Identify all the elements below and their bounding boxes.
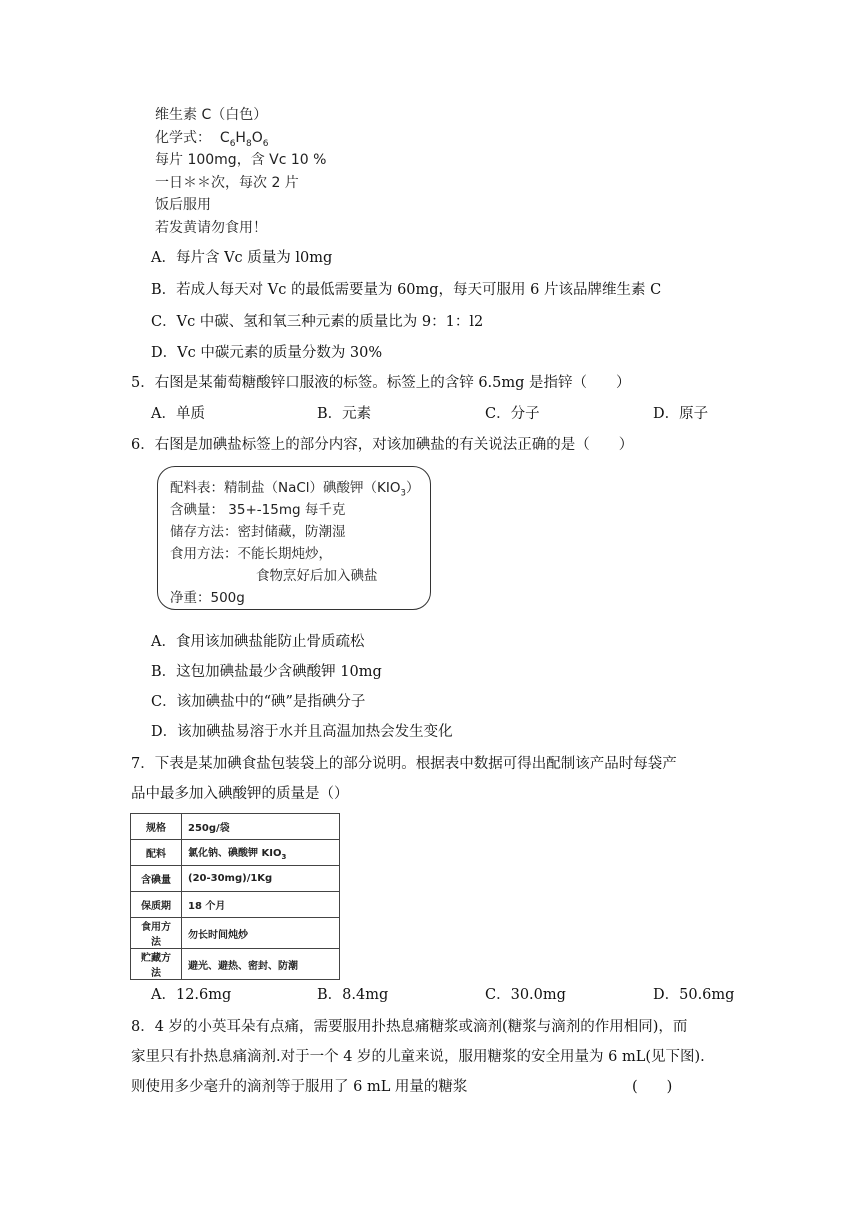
- salt-net-weight: 净重：500g: [170, 590, 245, 606]
- q6-stem: 6．右图是加碘盐标签上的部分内容，对该加碘盐的有关说法正确的是（ ）: [131, 437, 634, 453]
- q6-option-a: A．食用该加碘盐能防止骨质疏松: [151, 634, 365, 650]
- salt-usage-1: 食用方法：不能长期炖炒，: [170, 546, 332, 562]
- table-row: 规格 250g/袋: [131, 814, 340, 840]
- q7-stem-line1: 7．下表是某加碘食盐包装袋上的部分说明。根据表中数据可得出配制该产品时每袋产: [131, 756, 677, 772]
- vc-frequency: 一日＊＊次，每次 2 片: [155, 174, 299, 191]
- vc-title: 维生素 C（白色）: [155, 107, 268, 123]
- q7-option-d: D．50.6mg: [653, 987, 735, 1003]
- q5-option-c: C．分子: [485, 406, 540, 422]
- q8-line2: 家里只有扑热息痛滴剂.对于一个 4 岁的儿童来说，服用糖浆的安全用量为 6 mL(见下图).: [131, 1049, 705, 1065]
- q7-stem-line2: 品中最多加入碘酸钾的质量是（）: [131, 786, 349, 802]
- q6-option-b: B．这包加碘盐最少含碘酸钾 10mg: [151, 664, 382, 680]
- q6-option-c: C．该加碘盐中的“碘”是指碘分子: [151, 694, 366, 710]
- table-row: 含碘量 (20-30mg)/1Kg: [131, 866, 340, 892]
- iodized-salt-label: [157, 466, 431, 610]
- salt-storage: 储存方法：密封储藏，防潮湿: [170, 524, 346, 540]
- salt-usage-2: 食物烹好后加入碘盐: [256, 568, 378, 584]
- q8-line3: 则使用多少毫升的滴剂等于服用了 6 mL 用量的糖浆: [131, 1079, 468, 1095]
- q5-option-a: A．单质: [151, 406, 205, 422]
- table-row: 贮藏方法 避光、避热、密封、防潮: [131, 949, 340, 980]
- q4-option-d: D．Vc 中碳元素的质量分数为 30%: [151, 345, 383, 361]
- q5-option-b: B．元素: [317, 406, 372, 422]
- vc-dose: 每片 100mg，含 Vc 10 %: [155, 152, 327, 169]
- q4-option-b: B．若成人每天对 Vc 的最低需要量为 60mg，每天可服用 6 片该品牌维生素 C: [151, 282, 662, 298]
- vitamin-c-label: [155, 104, 326, 240]
- q7-option-b: B．8.4mg: [317, 987, 389, 1003]
- q7-option-c: C．30.0mg: [485, 987, 566, 1003]
- salt-ingredients: 配料表：精制盐（NaCl）碘酸钾$(KIO_3)$: [170, 480, 420, 499]
- q4-option-a: A．每片含 Vc 质量为 l0mg: [151, 250, 333, 266]
- q7-option-a: A．12.6mg: [151, 987, 232, 1003]
- q5-option-d: D．原子: [653, 406, 709, 422]
- salt-iodine-content: 含碘量： 35+-15mg 每千克: [170, 502, 346, 518]
- q8-answer-paren: ( ): [632, 1079, 673, 1095]
- q4-option-c: C．Vc 中碳、氢和氧三种元素的质量比为 9：1：l2: [151, 314, 484, 330]
- q6-option-d: D．该加碘盐易溶于水并且高温加热会发生变化: [151, 724, 453, 740]
- table-row: 保质期 18 个月: [131, 892, 340, 918]
- q5-stem: 5．右图是某葡萄糖酸锌口服液的标签。标签上的含锌 6.5mg 是指锌（ ）: [131, 375, 631, 391]
- salt-spec-table: [130, 813, 340, 980]
- vc-formula: 化学式： $C_6H_8O_6$: [155, 129, 269, 149]
- table-row: 配料 氯化钠、碘酸钾 $KIO_3$: [131, 840, 340, 866]
- vc-timing: 饭后服用: [155, 197, 211, 214]
- vc-warning: 若发黄请勿食用！: [155, 219, 267, 236]
- q8-line1: 8．4 岁的小英耳朵有点痛，需要服用扑热息痛糖浆或滴剂(糖浆与滴剂的作用相同)，而: [131, 1019, 688, 1035]
- table-row: 食用方法 勿长时间炖炒: [131, 918, 340, 949]
